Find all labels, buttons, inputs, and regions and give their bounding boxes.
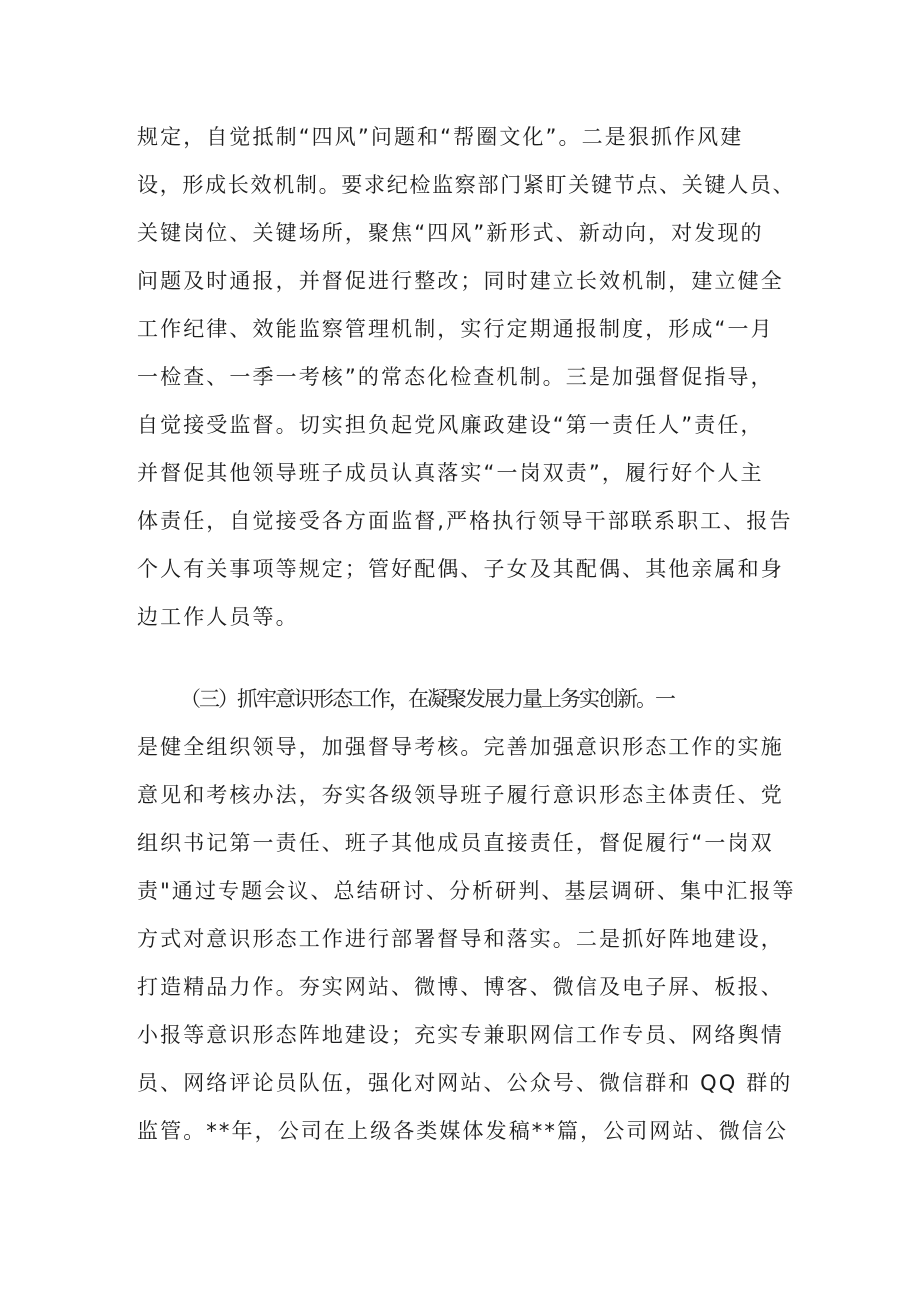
paragraph-1-line-11: 边工作人员等。 xyxy=(137,605,299,629)
paragraph-2-line-4: 组织书记第一责任、班子其他成员直接责任，督促履行“一岗双 xyxy=(137,831,774,855)
paragraph-1-line-2: 设，形成长效机制。要求纪检监察部门紧盯关键节点、关键人员、 xyxy=(137,173,796,197)
paragraph-1-line-9: 体责任，自觉接受各方面监督,严格执行领导干部联系职工、报告 xyxy=(137,509,793,533)
paragraph-1-line-3: 关键岗位、关键场所，聚焦“四风”新形式、新动向，对发现的 xyxy=(137,221,764,245)
paragraph-1-line-8: 并督促其他领导班子成员认真落实“一岗双责”，履行好个人主 xyxy=(137,461,764,485)
paragraph-1-line-4: 问题及时通报，并督促进行整改；同时建立长效机制，建立健全 xyxy=(137,269,784,293)
paragraph-2-line-3: 意见和考核办法，夯实各级领导班子履行意识形态主体责任、党 xyxy=(137,783,784,807)
paragraph-2-line-1: （三）抓牢意识形态工作，在凝聚发展力量上务实创新。一 xyxy=(180,687,674,711)
paragraph-1-line-7: 自觉接受监督。切实担负起党风廉政建设“第一责任人”责任， xyxy=(137,413,764,437)
paragraph-1-line-6: 一检查、一季一考核”的常态化检查机制。三是加强督促指导， xyxy=(137,365,774,389)
paragraph-1-line-10: 个人有关事项等规定；管好配偶、子女及其配偶、其他亲属和身 xyxy=(137,557,784,581)
paragraph-1-line-1: 规定，自觉抵制“四风”问题和“帮圈文化”。二是狠抓作风建 xyxy=(137,125,744,149)
paragraph-2-line-5: 责"通过专题会议、总结研讨、分析研判、基层调研、集中汇报等 xyxy=(137,879,796,903)
paragraph-2-line-6: 方式对意识形态工作进行部署督导和落实。二是抓好阵地建设， xyxy=(137,927,784,951)
paragraph-2-line-2: 是健全组织领导，加强督导考核。完善加强意识形态工作的实施 xyxy=(137,735,784,759)
paragraph-2-line-10: 监管。**年，公司在上级各类媒体发稿**篇，公司网站、微信公 xyxy=(137,1119,788,1143)
paragraph-2-line-7: 打造精品力作。夯实网站、微博、博客、微信及电子屏、板报、 xyxy=(137,975,784,999)
paragraph-2-line-9: 员、网络评论员队伍，强化对网站、公众号、微信群和 QQ 群的 xyxy=(137,1071,793,1095)
paragraph-1-line-5: 工作纪律、效能监察管理机制，实行定期通报制度，形成“一月 xyxy=(137,317,774,341)
paragraph-2-line-8: 小报等意识形态阵地建设；充实专兼职网信工作专员、网络舆情 xyxy=(137,1023,784,1047)
